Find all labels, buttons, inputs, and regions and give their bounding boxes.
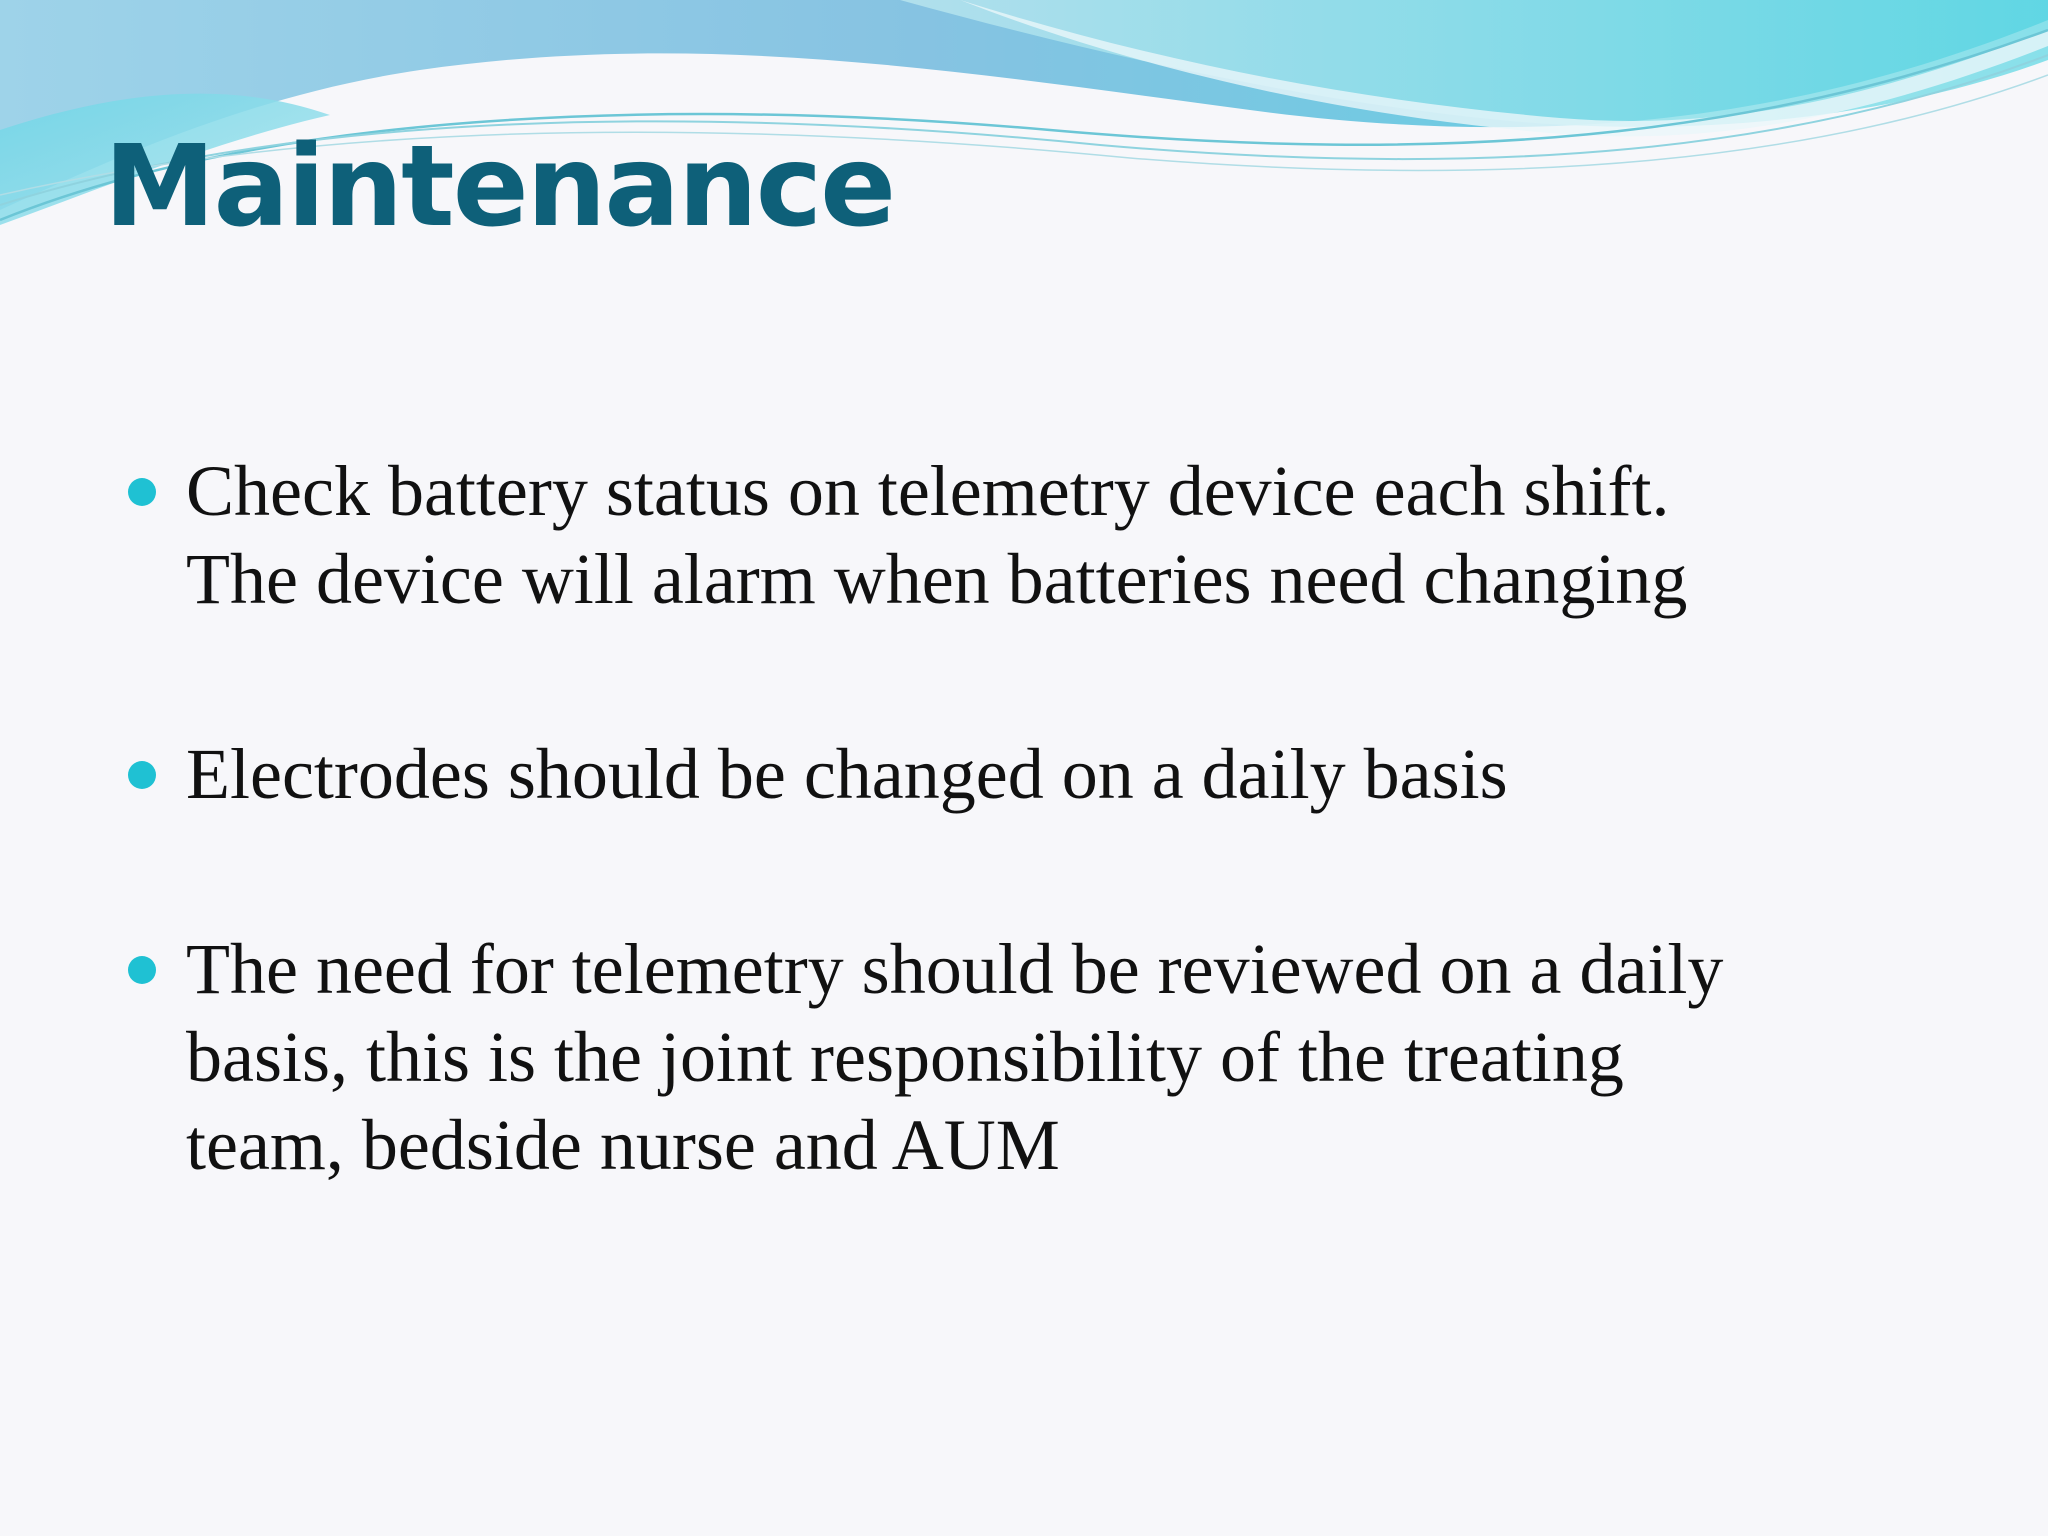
slide-title: Maintenance [104, 122, 895, 252]
bullet-line: Check battery status on telemetry device each shift. [186, 451, 1670, 531]
bullet-line: Electrodes should be changed on a daily basis [186, 734, 1508, 814]
bullet-line: team, bedside nurse and AUM [186, 1105, 1060, 1185]
bullet-text [186, 447, 1946, 623]
bullet-line: The device will alarm when batteries need changing [186, 539, 1688, 619]
bullet-text [186, 925, 1946, 1189]
bullet-dot-icon [128, 956, 156, 984]
bullet-dot-icon [128, 478, 156, 506]
bullet-line: basis, this is the joint responsibility of the treating [186, 1017, 1624, 1097]
bullet-text [186, 730, 1946, 818]
bullet-dot-icon [128, 761, 156, 789]
bullet-line: The need for telemetry should be reviewed on a daily [186, 929, 1724, 1009]
